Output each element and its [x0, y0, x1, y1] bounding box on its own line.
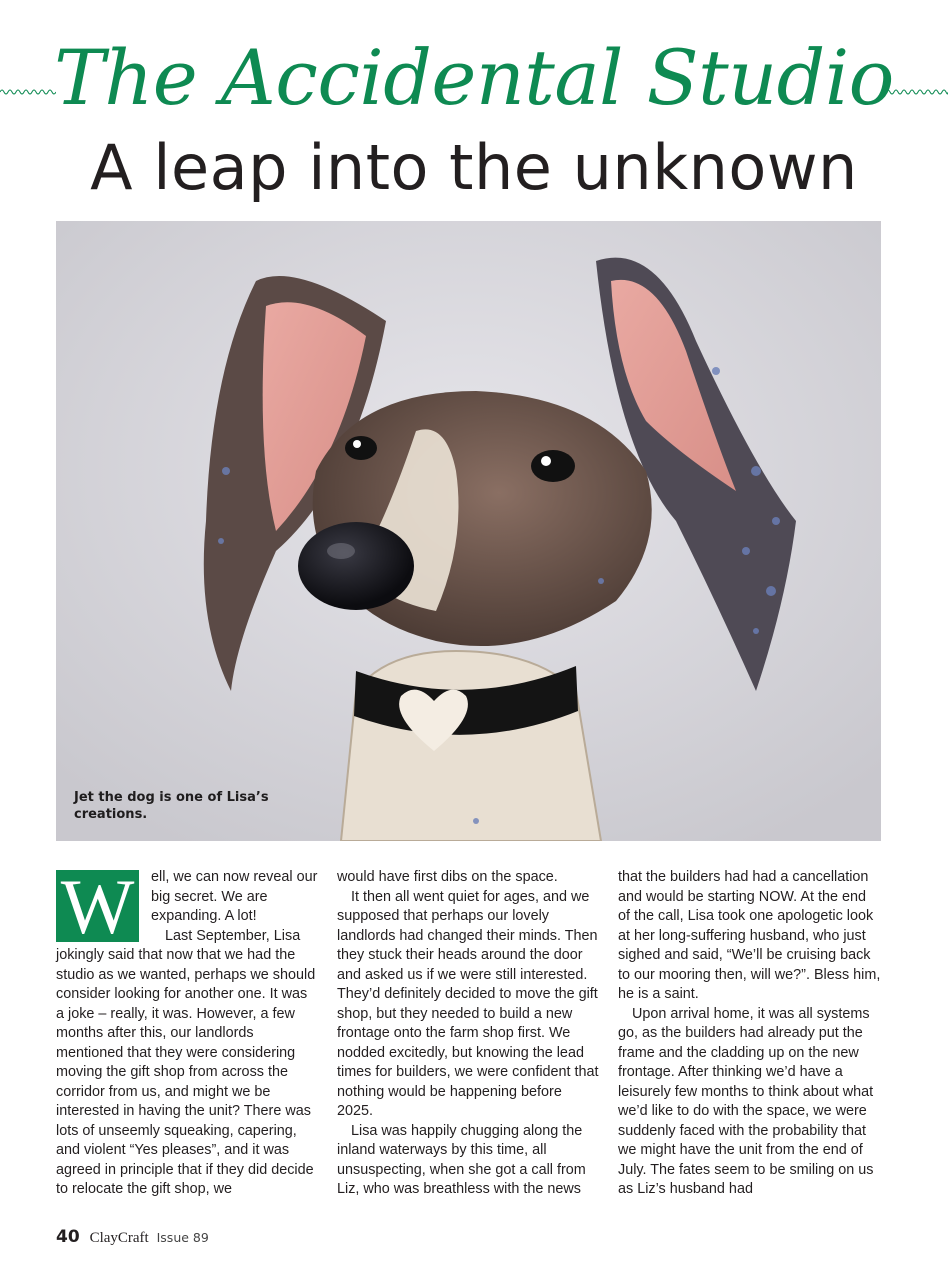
paragraph: would have first dibs on the space.	[337, 869, 558, 885]
drop-cap: W	[56, 870, 139, 942]
wave-ornament-right	[886, 88, 948, 96]
page-number: 40	[56, 1227, 80, 1247]
series-header	[0, 18, 948, 128]
article-headline: A leap into the unknown	[90, 131, 858, 204]
article-column-2	[337, 868, 600, 1200]
paragraph: ell, we can now reveal our big secret. We are expanding. A lot!	[151, 869, 318, 924]
paragraph: Upon arrival home, it was all systems go, as the builders had already put the frame and the cladding up on the new frontage. After thinking we’d have a leisurely few months to think about what we’d like to do with the space, we were suddenly faced with the probability that we might have the unit from the end of July. The fates seem to be smiling on us as Liz’s husband had	[618, 1005, 874, 1197]
paragraph: Lisa was happily chugging along the inland waterways by this time, all unsuspecting, when she got a call from Liz, who was breathless with the news	[337, 1122, 586, 1197]
paragraph: that the builders had had a cancellation and would be starting NOW. At the end of the call, Lisa took one apologetic look at her long-suffering husband, who just sighed and said, “We’ll be cruising back to our mooring then, will we?”. Bless him, he is a saint.	[618, 869, 881, 1002]
article-column-3	[618, 868, 881, 1200]
feature-photo	[56, 221, 881, 841]
article-column-1	[56, 863, 319, 1200]
ceramic-dog-illustration	[56, 221, 881, 841]
magazine-name: ClayCraft	[89, 1230, 149, 1246]
issue-number: Issue 89	[156, 1230, 209, 1245]
series-title: The Accidental Studio	[54, 33, 894, 122]
paragraph: Last September, Lisa jokingly said that now that we had the studio as we wanted, perhaps we should consider looking for another one. It was a joke – really, it was. However, a few months after this, our landlords mentioned that they were considering moving the gift shop from across the corridor from us, and might we be interested in having the unit? There was lots of unseemly squeaking, capering, and violent “Yes pleases”, and it was agreed in principle that if they did decide to relocate the gift shop, we	[56, 927, 316, 1197]
paragraph: It then all went quiet for ages, and we supposed that perhaps our lovely landlords had changed their minds. Then they stuck their heads around the door and asked us if we were still interested. They’d definitely decided to move the gift shop, but they needed to build a new frontage onto the farm shop first. We nodded excitedly, but knowing the lead times for builders, we were confident that nothing would be happening before 2025.	[337, 888, 599, 1119]
page-footer	[56, 1227, 209, 1253]
article-body	[56, 863, 881, 1198]
photo-caption: Jet the dog is one of Lisa’s creations.	[74, 790, 269, 822]
